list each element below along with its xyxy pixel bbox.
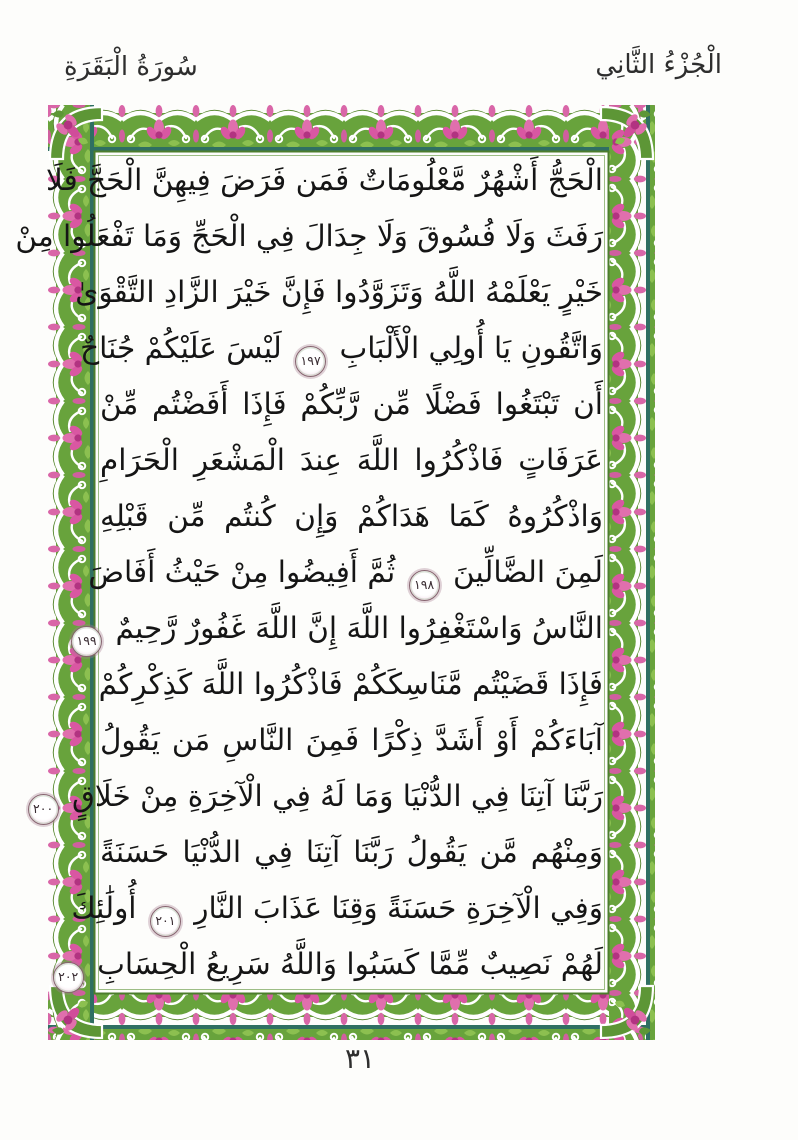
quran-line xyxy=(100,488,603,544)
quran-line xyxy=(100,656,603,712)
quran-line xyxy=(100,712,603,768)
quran-line xyxy=(76,600,603,656)
quran-line xyxy=(100,432,603,488)
ayah-text: النَّاسُ وَاسْتَغْفِرُوا اللَّهَ إِنَّ اللَّهَ غَفُورٌ رَّحِيمٌ xyxy=(115,611,603,645)
ayah-text: آبَاءَكُمْ أَوْ أَشَدَّ ذِكْرًا فَمِنَ النَّاسِ مَن يَقُولُ xyxy=(100,723,603,757)
ayah-marker: ٢٠٠ xyxy=(28,794,59,825)
ayah-marker: ٢٠١ xyxy=(150,906,181,937)
ayah-text: الْحَجُّ أَشْهُرٌ مَّعْلُومَاتٌ فَمَن فَرَضَ فِيهِنَّ الْحَجَّ فَلَا xyxy=(46,163,603,197)
quran-line xyxy=(33,768,603,824)
ayah-text: أُولَٰئِكَ xyxy=(71,891,137,925)
quran-line xyxy=(88,544,603,600)
ayah-text: وَمِنْهُم مَّن يَقُولُ رَبَّنَا آتِنَا فِي الدُّنْيَا حَسَنَةً xyxy=(100,835,603,869)
quran-line xyxy=(80,320,603,376)
ayah-text: فَإِذَا قَضَيْتُم مَّنَاسِكَكُمْ فَاذْكُرُوا اللَّهَ كَذِكْرِكُمْ xyxy=(98,667,603,701)
ayah-text: عَرَفَاتٍ فَاذْكُرُوا اللَّهَ عِندَ الْمَشْعَرِ الْحَرَامِ xyxy=(100,443,603,477)
quran-line xyxy=(15,208,603,264)
quran-line xyxy=(100,824,603,880)
quran-line xyxy=(46,152,603,208)
ayah-marker: ١٩٩ xyxy=(71,626,102,657)
ayah-marker: ٢٠٢ xyxy=(53,962,84,993)
ayah-text: لَيْسَ عَلَيْكُمْ جُنَاحٌ xyxy=(80,331,282,365)
surah-title: سُورَةُ الْبَقَرَةِ xyxy=(64,52,198,82)
ayah-text: أَن تَبْتَغُوا فَضْلًا مِّن رَّبِّكُمْ فَإِذَا أَفَضْتُم مِّنْ xyxy=(100,387,603,421)
ayah-text: لَمِنَ الضَّالِّينَ xyxy=(453,555,603,589)
quran-text-block xyxy=(15,152,603,993)
ayah-text: رَفَثَ وَلَا فُسُوقَ وَلَا جِدَالَ فِي الْحَجِّ وَمَا تَفْعَلُوا مِنْ xyxy=(15,219,603,253)
ayah-text: لَهُمْ نَصِيبٌ مِّمَّا كَسَبُوا وَاللَّهُ سَرِيعُ الْحِسَابِ xyxy=(97,947,603,981)
ayah-text: وَاتَّقُونِ يَا أُولِي الْأَلْبَابِ xyxy=(339,331,603,365)
ayah-text: رَبَّنَا آتِنَا فِي الدُّنْيَا وَمَا لَهُ فِي الْآخِرَةِ مِنْ خَلَاقٍ xyxy=(72,779,603,813)
ayah-text: وَفِي الْآخِرَةِ حَسَنَةً وَقِنَا عَذَابَ النَّارِ xyxy=(194,891,603,925)
quran-line xyxy=(100,376,603,432)
decorative-border-frame xyxy=(15,105,655,1040)
ayah-text: ثُمَّ أَفِيضُوا مِنْ حَيْثُ أَفَاضَ xyxy=(88,555,396,589)
juz-title: الْجُزْءُ الثَّانِي xyxy=(595,50,722,80)
ayah-text: وَاذْكُرُوهُ كَمَا هَدَاكُمْ وَإِن كُنتُم مِّن قَبْلِهِ xyxy=(100,499,603,533)
ayah-marker: ١٩٨ xyxy=(409,570,440,601)
quran-line xyxy=(71,880,603,936)
ayah-marker: ١٩٧ xyxy=(295,346,326,377)
page-number: ٣١ xyxy=(344,1042,376,1075)
quran-line xyxy=(75,264,603,320)
quran-line xyxy=(58,936,603,992)
ayah-text: خَيْرٍ يَعْلَمْهُ اللَّهُ وَتَزَوَّدُوا فَإِنَّ خَيْرَ الزَّادِ التَّقْوَىٰ xyxy=(75,275,603,309)
